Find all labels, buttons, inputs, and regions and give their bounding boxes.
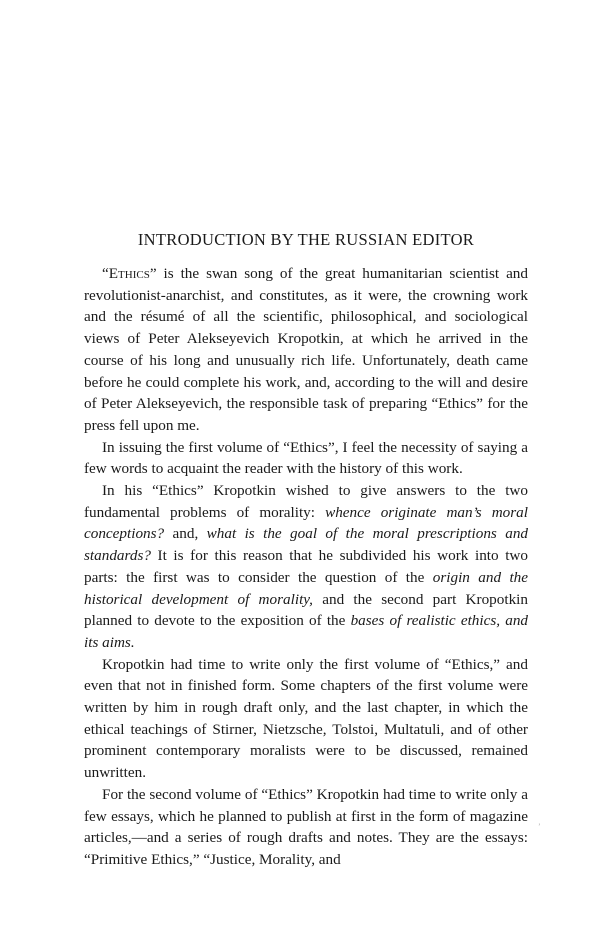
paragraph-5: For the second volume of “Ethics” Kropotkin had time to write only a few essays, which he planned to publish at first in the form of magazine articles,—and a series of rough drafts and notes. They are the essays: “Primitive Ethics,” “Justice, Morality, and [84, 785, 528, 868]
paragraph-3 [84, 480, 528, 654]
p3-text-c: It is for this reason that he subdivided his work into two parts: the first was to consider the question of the [84, 547, 528, 586]
p3-italic-bases: bases of realistic ethics, and its aims. [84, 612, 529, 651]
p1-close-quote: ” [149, 265, 157, 282]
p1-ethics-smallcaps: Ethics [108, 265, 150, 282]
paragraph-1 [84, 263, 528, 437]
p3-italic-question-2: what is the goal of the moral prescriptions and standards? [84, 525, 529, 565]
paragraph-2: In issuing the first volume of “Ethics”, I feel the necessity of saying a few words to acquaint the reader with the history of this work. [84, 438, 528, 478]
margin-mark: ʼ [538, 822, 541, 831]
p3-italic-origin: origin and the historical development of morality, [84, 568, 528, 608]
paragraph-4: Kropotkin had time to write only the first volume of “Ethics,” and even that not in finished form. Some chapters of the first volume were written by him in rough draft only, and the last chapter, in which the ethical teachings of Stirner, Nietzsche, Tolstoi, Multatuli, and of other prominent contemporary moralists were to be discussed, remained unwritten. [84, 655, 528, 782]
body-text [84, 263, 528, 871]
p3-text-b: and, [164, 525, 207, 543]
p1-text: is the swan song of the great humanitarian scientist and revolutionist-anarchist, and constitutes, as it were, the crowning work and the résumé of all the scientific, philosophical, and sociological views of Peter Alekseyevich Kropotkin, at which he arrived in the course of his long and unusually rich life. Unfortunately, death came before he could complete his work, and, according to the will and desire of Peter Alekseyevich, the responsible task of preparing “Ethics” for the press fell upon me. [84, 265, 528, 434]
p3-text-d: and the second part Kropotkin planned to devote to the exposition of the [84, 590, 528, 630]
chapter-title: INTRODUCTION BY THE RUSSIAN EDITOR [137, 230, 475, 249]
p3-text-a: In his “Ethics” Kropotkin wished to give answers to the two fundamental problems of morality: [84, 482, 528, 521]
p1-open-quote: “ [102, 265, 109, 282]
p3-italic-question-1: whence originate man’s moral conceptions? [84, 503, 528, 543]
